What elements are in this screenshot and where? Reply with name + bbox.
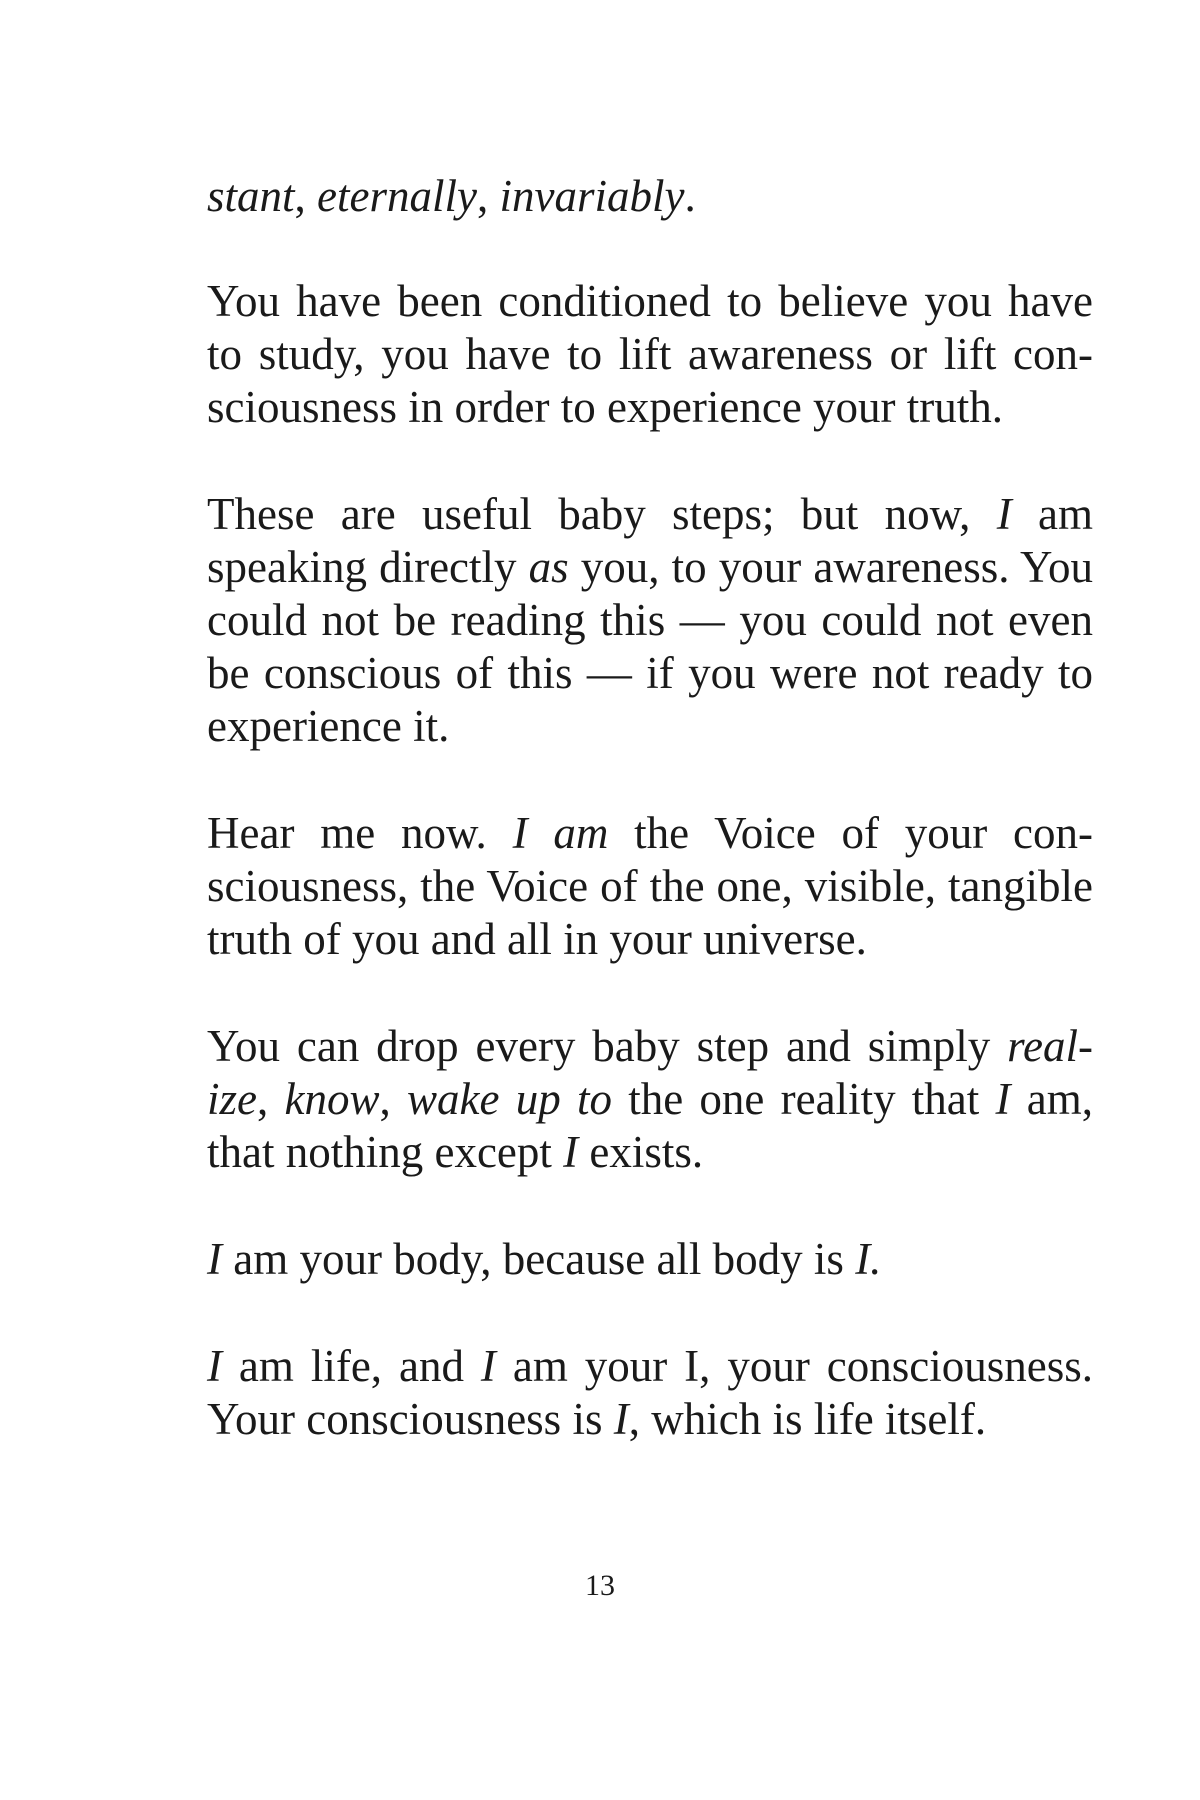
text-segment: I: [207, 1341, 222, 1391]
text-segment: am your body, because all body is: [222, 1234, 856, 1284]
text-segment: exists.: [578, 1127, 704, 1177]
text-segment: realize: [207, 1021, 1093, 1124]
paragraph-body: [207, 1233, 1093, 1286]
text-segment: You can drop every baby step and simply: [207, 1021, 1008, 1071]
text-segment: the Voice of your consciousness, the Voice of the one, visible, tangible truth of you and all in your universe.: [207, 808, 1093, 964]
text-segment: I am: [512, 808, 609, 858]
text-segment: I: [480, 1341, 496, 1391]
paragraph-continuation: [207, 170, 1093, 223]
text-segment: I: [996, 489, 1012, 539]
text-segment: am life, and: [222, 1341, 481, 1391]
text-segment: ,: [379, 1074, 407, 1124]
text-segment: I.: [855, 1234, 882, 1284]
text-segment: know: [284, 1074, 380, 1124]
text-segment: I: [207, 1234, 222, 1284]
text-segment: .: [684, 171, 696, 221]
text-segment: , which is life itself.: [628, 1394, 987, 1444]
text-segment: you, to your awareness. You could not be reading this — you could not even be conscious of this — if you were not ready to experience it.: [207, 542, 1093, 751]
text-segment: am speaking directly: [207, 489, 1093, 592]
text-segment: eternally: [317, 171, 477, 221]
paragraph-life: [207, 1340, 1093, 1446]
text-segment: I: [613, 1394, 629, 1444]
text-segment: stant: [207, 171, 295, 221]
text-segment: ,: [294, 171, 318, 221]
paragraph-hear-me: [207, 807, 1093, 966]
paragraph-baby-steps: [207, 488, 1093, 753]
text-segment: invariably: [499, 171, 685, 221]
text-segment: am your I, your consciousness. Your consciousness is: [207, 1341, 1093, 1444]
text-segment: ,: [476, 171, 500, 221]
text-segment: I: [563, 1127, 579, 1177]
text-segment: wake up to: [407, 1074, 612, 1124]
text-segment: You have been conditioned to believe you have to study, you have to lift awareness or lift consciousness in order to experience your truth.: [207, 276, 1093, 432]
text-segment: I: [995, 1074, 1011, 1124]
text-segment: am, that nothing except: [207, 1074, 1093, 1177]
text-segment: These are useful baby steps; but now,: [207, 489, 997, 539]
paragraph-conditioned: [207, 275, 1093, 434]
text-segment: the one reality that: [611, 1074, 996, 1124]
text-segment: Hear me now.: [207, 808, 513, 858]
page-number: 13: [585, 1569, 615, 1602]
paragraph-drop-steps: [207, 1020, 1093, 1179]
body-text: [207, 170, 1093, 1500]
text-segment: as: [528, 542, 569, 592]
text-segment: ,: [257, 1074, 285, 1124]
